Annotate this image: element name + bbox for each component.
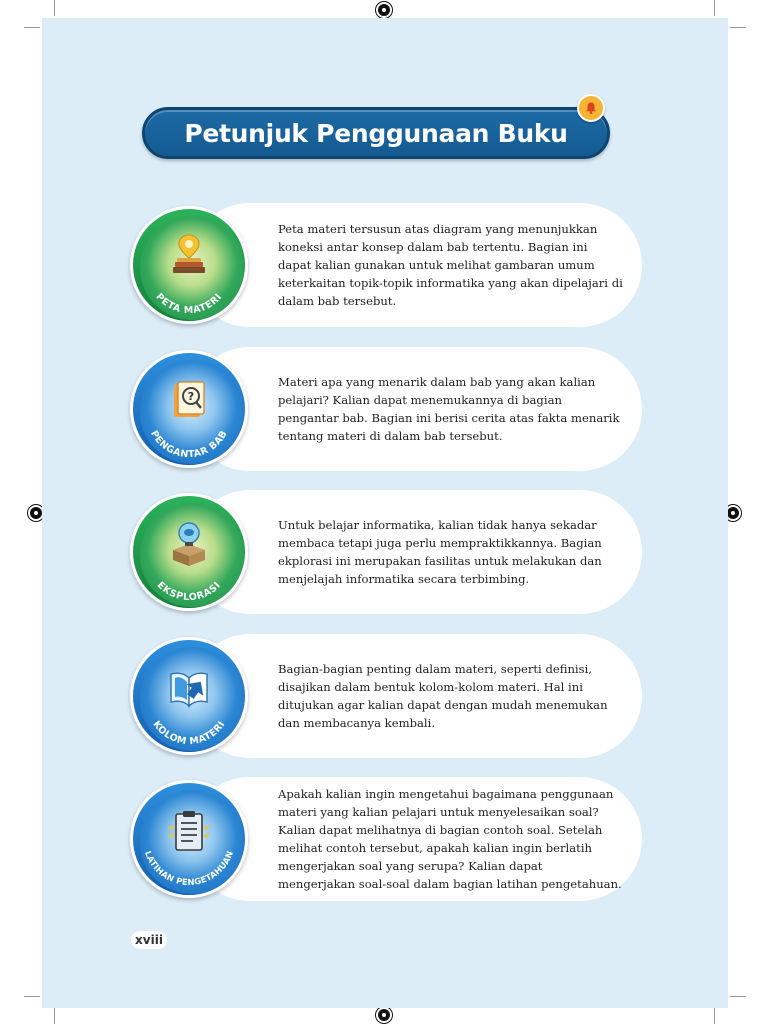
- page-title: Petunjuk Penggunaan Buku: [184, 118, 568, 148]
- badge-label-curve: [133, 783, 245, 895]
- crop-mark: [730, 996, 746, 997]
- svg-text:?: ?: [187, 390, 195, 403]
- svg-text:PENGANTAR BAB: [148, 429, 230, 460]
- badge-label: PENGANTAR BAB: [148, 428, 230, 461]
- badge-label-curve: [133, 496, 245, 608]
- badge-label-curve: [133, 353, 245, 465]
- badge-label-curve: [133, 640, 245, 752]
- bell-icon: [577, 94, 605, 122]
- crop-mark: [24, 996, 40, 997]
- svg-text:PETA MATERI: [153, 291, 224, 316]
- latihan-pengetahuan-badge: [130, 780, 248, 898]
- crop-mark: [54, 1008, 55, 1024]
- section-description: Peta materi tersusun atas diagram yang menunjukkan koneksi antar konsep dalam bab tertentu. Bagian ini dapat kalian gunakan untuk melihat gambaran umum keterkaitan topik-topik informatika yang akan dipelajari di dalam bab tersebut.: [278, 222, 623, 308]
- section-description: Apakah kalian ingin mengetahui bagaimana penggunaan materi yang kalian pelajari untuk menyelesaikan soal? Kalian dapat melihatnya di bagian contoh soal. Setelah melihat contoh tersebut, apakah kalian ingin berlatih mengerjakan soal yang serupa? Kalian dapat mengerjakan soal-soal dalam bagian latihan pengetahuan.: [278, 787, 622, 891]
- svg-text:KOLOM MATERI: [150, 719, 227, 747]
- section-eksplorasi: [130, 490, 642, 614]
- badge-label: EKSPLORASI: [154, 579, 224, 604]
- svg-text:LATIHAN PENGETAHUAN: [143, 849, 235, 887]
- crop-mark: [24, 27, 40, 28]
- svg-text:EKSPLORASI: [155, 580, 223, 604]
- page-number: xviii: [131, 931, 167, 949]
- registration-mark: [378, 4, 390, 16]
- crop-mark: [54, 0, 55, 16]
- section-description: Bagian-bagian penting dalam materi, seperti definisi, disajikan dalam bentuk kolom-kolom materi. Hal ini ditujukan agar kalian dapat dengan mudah menemukan dan membacanya kembali.: [278, 662, 608, 730]
- section-pengantar-bab: [130, 347, 642, 471]
- section-latihan-pengetahuan: [130, 777, 642, 901]
- peta-materi-badge: [130, 206, 248, 324]
- title-banner: [142, 107, 610, 159]
- pengantar-bab-badge: [130, 350, 248, 468]
- badge-label: KOLOM MATERI: [150, 719, 228, 748]
- registration-mark: [378, 1009, 390, 1021]
- badge-label: PETA MATERI: [153, 291, 225, 317]
- section-description: Untuk belajar informatika, kalian tidak hanya sekadar membaca tetapi juga perlu mempraktikkannya. Bagian ekplorasi ini merupakan fasilitas untuk melakukan dan menjelajah informatika secara terbimbing.: [278, 518, 602, 586]
- crop-mark: [730, 27, 746, 28]
- eksplorasi-badge: [130, 493, 248, 611]
- crop-mark: [714, 1008, 715, 1024]
- section-peta-materi: [130, 203, 642, 327]
- section-description: Materi apa yang menarik dalam bab yang akan kalian pelajari? Kalian dapat menemukannya di bagian pengantar bab. Bagian ini berisi cerita atas fakta menarik tentang materi di dalam bab tersebut.: [278, 375, 620, 443]
- section-kolom-materi: [130, 634, 642, 758]
- badge-label-curve: [133, 209, 245, 321]
- kolom-materi-badge: [130, 637, 248, 755]
- registration-mark: [30, 507, 42, 519]
- registration-mark: [727, 507, 739, 519]
- badge-label: LATIHAN PENGETAHUAN: [142, 849, 236, 888]
- crop-mark: [714, 0, 715, 16]
